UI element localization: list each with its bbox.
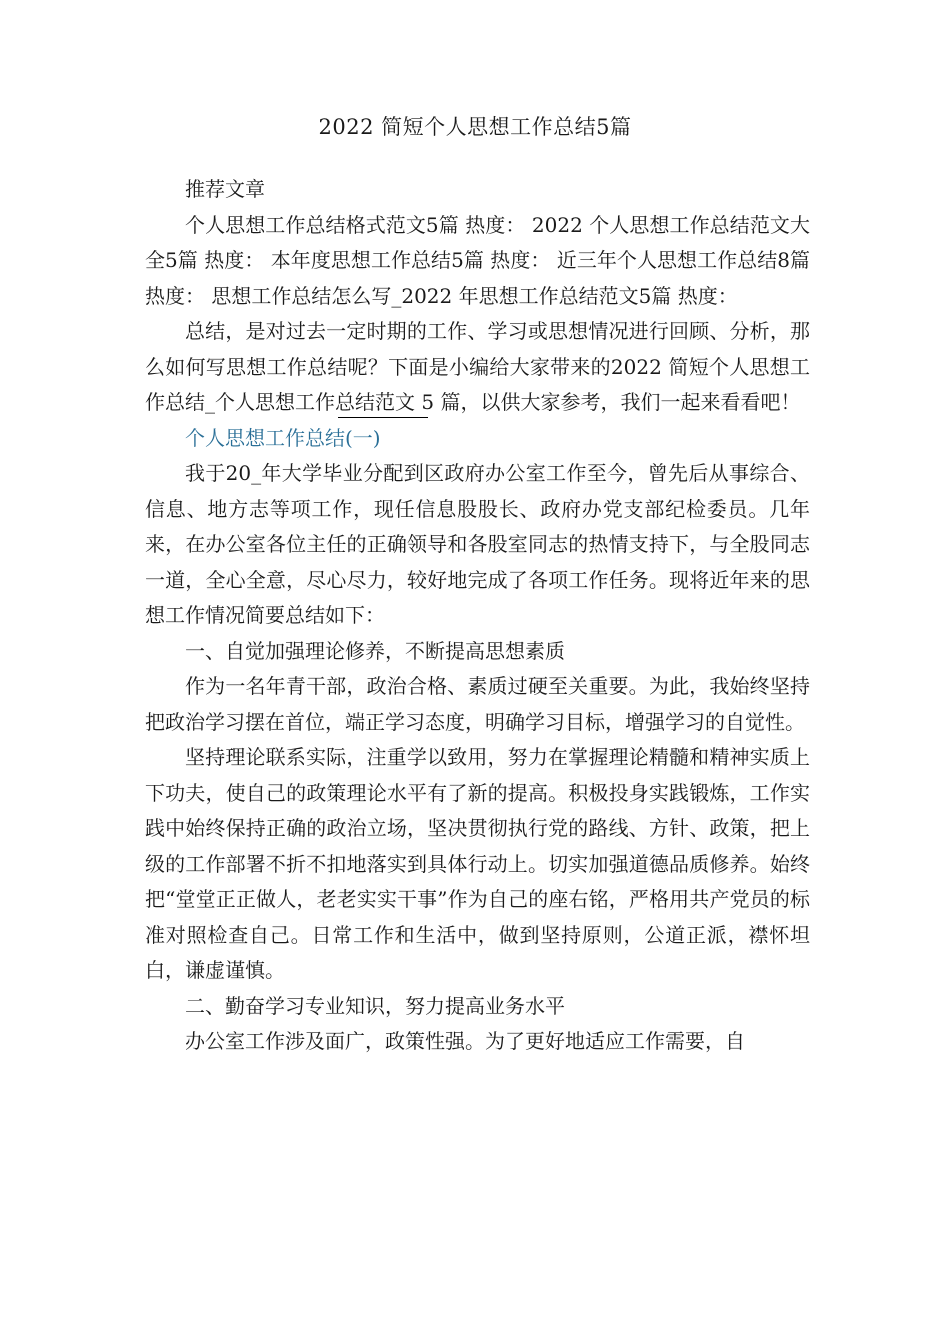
- recommended-label: 推荐文章: [185, 177, 265, 201]
- recommended-list: 个人思想工作总结格式范文5篇 热度： 2022 个人思想工作总结范文大全5篇 热度： 本年度思想工作总结5篇 热度： 近三年个人思想工作总结8篇 热度： 思想工作总结怎么写_2022 年思想工作总结范文5篇 热度：: [145, 212, 810, 308]
- decorative-overline: [338, 417, 428, 418]
- body-paragraph: 坚持理论联系实际，注重学以致用，努力在掌握理论精髓和精神实质上下功夫，使自己的政策理论水平有了新的提高。积极投身实践锻炼，工作实践中始终保持正确的政治立场，坚决贯彻执行党的路线、方针、政策，把上级的工作部署不折不扣地落实到具体行动上。切实加强道德品质修养。始终把“堂堂正正做人，老老实实干事”作为自己的座右铭，严格用共产党员的标准对照检查自己。日常工作和生活中，做到坚持原则，公道正派，襟怀坦白，谦虚谨慎。: [145, 745, 810, 982]
- document-body: [145, 172, 810, 1060]
- body-paragraph: 作为一名年青干部，政治合格、素质过硬至关重要。为此，我始终坚持把政治学习摆在首位，端正学习态度，明确学习目标，增强学习的自觉性。: [145, 674, 810, 734]
- body-paragraph: 我于20_年大学毕业分配到区政府办公室工作至今，曾先后从事综合、信息、地方志等项工作，现任信息股股长、政府办党支部纪检委员。几年来，在办公室各位主任的正确领导和各股室同志的热情支持下，与全股同志一道，全心全意，尽心尽力，较好地完成了各项工作任务。现将近年来的思想工作情况简要总结如下：: [145, 461, 810, 627]
- section-heading-1: 个人思想工作总结(一): [185, 425, 381, 450]
- section-subheading: 二、勤奋学习专业知识，努力提高业务水平: [185, 993, 565, 1018]
- section-subheading: 一、自觉加强理论修养，不断提高思想素质: [185, 638, 565, 663]
- body-paragraph: 办公室工作涉及面广，政策性强。为了更好地适应工作需要，自: [185, 1029, 745, 1053]
- intro-paragraph: 总结，是对过去一定时期的工作、学习或思想情况进行回顾、分析，那么如何写思想工作总结呢？下面是小编给大家带来的2022 简短个人思想工作总结_个人思想工作总结范文 5 篇，以供大家参考，我们一起来看看吧！: [145, 319, 810, 414]
- page-title: 2022 简短个人思想工作总结5篇: [318, 115, 632, 139]
